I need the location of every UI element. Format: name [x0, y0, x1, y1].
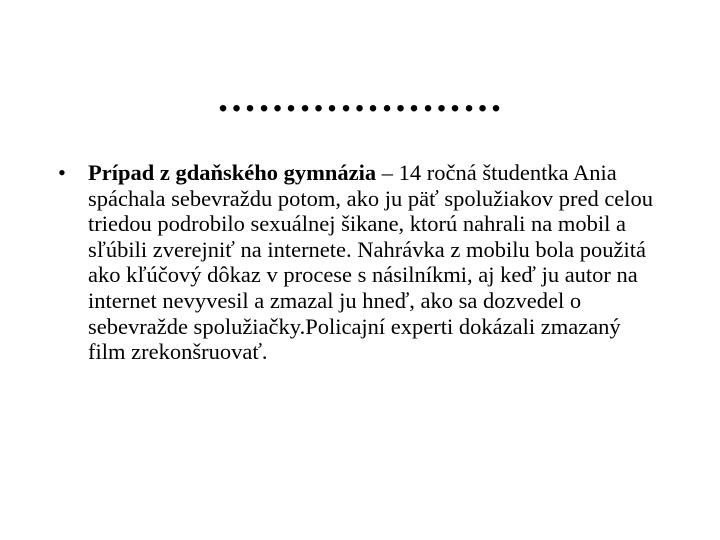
bullet-icon: • — [58, 160, 66, 185]
bullet-bold-heading: Prípad z gdaňského gymnázia — [88, 160, 377, 185]
bullet-body-text: – 14 ročná študentka Ania spáchala sebevraždu potom, ako ju päť spolužiakov pred celou triedou podrobilo sexuálnej šikane, ktorú nahrali na mobil a sľúbili zverejniť na internete. Nahrávka z mobilu bola použitá ako kľúčový dôkaz v procese s násilníkmi, aj keď ju autor na internet nevyvesil a zmazal ju hneď, ako sa dozvedel o sebevražde spolužiačky.Policajní experti dokázali zmazaný film zrekonšruovať. — [88, 160, 654, 365]
slide-title: ………………… — [216, 75, 504, 120]
slide-content — [56, 160, 656, 365]
bullet-item — [56, 160, 656, 365]
